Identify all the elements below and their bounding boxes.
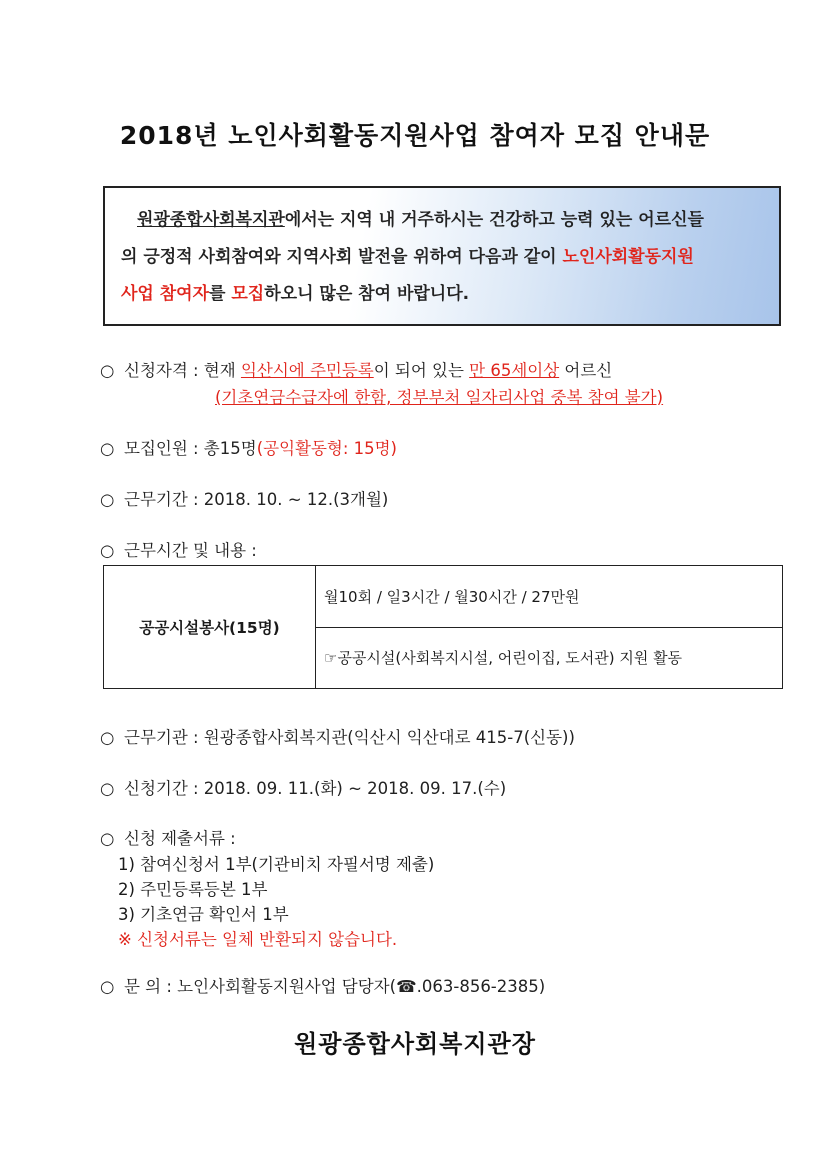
qualification-end: 어르신 [559, 361, 613, 380]
period-item [100, 486, 388, 510]
contact-label: 문 의 : 노인사회활동지원사업 담당자( [124, 977, 397, 996]
qualification-item [100, 357, 612, 381]
bullet-circle-icon: ○ [100, 779, 115, 798]
qualification-mid: 이 되어 있는 [373, 361, 470, 380]
apply-period-label: 신청기간 : 2018. 09. 11.(화) ~ 2018. 09. 17.(수) [124, 779, 507, 798]
document-item-1: 1) 참여신청서 1부(기관비치 자필서명 제출) [118, 855, 435, 874]
documents-label: 신청 제출서류 : [124, 829, 236, 848]
bullet-circle-icon: ○ [100, 977, 115, 996]
intro-text-4: 하오니 많은 참여 바랍니다. [264, 284, 470, 304]
table-content-cell: ☞공공시설(사회복지시설, 어린이집, 도서관) 지원 활동 [316, 627, 783, 689]
work-table [103, 565, 783, 689]
apply-period-item [100, 775, 506, 799]
table-schedule-cell: 월10회 / 일3시간 / 월30시간 / 27만원 [316, 566, 783, 628]
qualification-age: 만 65세이상 [469, 361, 560, 380]
hours-label: 근무시간 및 내용 : [124, 541, 257, 560]
bullet-circle-icon: ○ [100, 439, 115, 458]
table-row [104, 566, 783, 628]
bullet-circle-icon: ○ [100, 829, 115, 848]
recruit-item [100, 435, 397, 459]
intro-highlight-3: 모집 [231, 284, 265, 304]
bullet-circle-icon: ○ [100, 361, 115, 380]
qualification-note: (기초연금수급자에 한함, 정부부처 일자리사업 중복 참여 불가) [215, 388, 664, 407]
footer-signature: 원광종합사회복지관장 [294, 1030, 536, 1058]
documents-warning: ※ 신청서류는 일체 반환되지 않습니다. [118, 930, 398, 949]
intro-line-3 [121, 276, 763, 313]
intro-highlight-1: 노인사회활동지원 [562, 247, 694, 267]
intro-line-2 [121, 239, 763, 276]
intro-text-1: 에서는 지역 내 거주하시는 건강하고 능력 있는 어르신들 [284, 210, 704, 230]
document-item-3: 3) 기초연금 확인서 1부 [118, 905, 289, 924]
contact-phone: .063-856-2385) [416, 977, 546, 996]
qualification-label: 신청자격 : 현재 [124, 361, 241, 380]
phone-icon: ☎ [396, 977, 417, 996]
table-category-cell: 공공시설봉사(15명) [104, 566, 316, 689]
recruit-label: 모집인원 : 총15명 [124, 439, 257, 458]
bullet-circle-icon: ○ [100, 490, 115, 509]
documents-item [100, 825, 236, 849]
agency-item [100, 724, 575, 748]
intro-text-2: 의 긍정적 사회참여와 지역사회 발전을 위하여 다음과 같이 [121, 247, 563, 267]
bullet-circle-icon: ○ [100, 541, 115, 560]
qualification-residence: 익산시에 주민등록 [240, 361, 374, 380]
contact-item [100, 973, 545, 997]
agency-label: 근무기관 : 원광종합사회복지관(익산시 익산대로 415-7(신동)) [124, 728, 575, 747]
intro-line-1 [121, 202, 763, 239]
document-title: 2018년 노인사회활동지원사업 참여자 모집 안내문 [119, 121, 711, 150]
intro-text-3: 를 [209, 284, 232, 304]
intro-box [103, 186, 781, 326]
document-item-2: 2) 주민등록등본 1부 [118, 880, 268, 899]
period-label: 근무기간 : 2018. 10. ~ 12.(3개월) [124, 490, 389, 509]
hours-item [100, 537, 257, 561]
intro-highlight-2: 사업 참여자 [121, 284, 210, 304]
recruit-type: (공익활동형: 15명) [256, 439, 397, 458]
bullet-circle-icon: ○ [100, 728, 115, 747]
org-name: 원광종합사회복지관 [137, 210, 285, 230]
